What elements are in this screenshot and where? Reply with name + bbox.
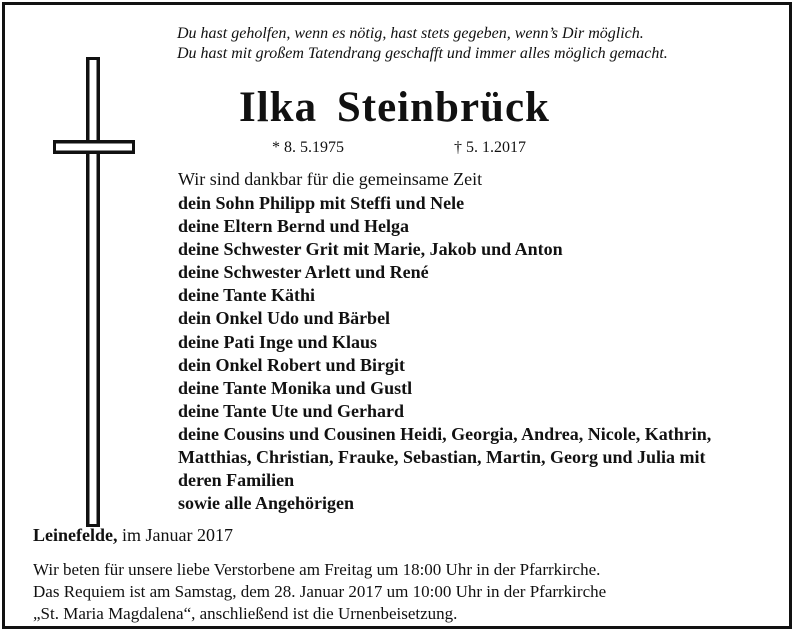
mourner-line: deine Tante Ute und Gerhard [178, 400, 405, 421]
mourner-line: dein Onkel Robert und Birgit [178, 354, 406, 375]
mourner-line: Matthias, Christian, Frauke, Sebastian, Martin, Georg und Julia mit [178, 447, 706, 468]
mourner-line: deine Pati Inge und Klaus [178, 331, 378, 352]
mourner-line: deren Familien [178, 470, 295, 491]
mourner-line: deine Schwester Grit mit Marie, Jakob und Anton [178, 239, 563, 260]
place-date [33, 525, 233, 546]
cross-icon [53, 57, 143, 527]
mourner-line: dein Onkel Udo und Bärbel [178, 308, 391, 329]
mourner-line: sowie alle Angehörigen [178, 493, 354, 514]
birth-date: * 8. 5.1975 [272, 139, 344, 156]
service-line-2: Das Requiem ist am Samstag, dem 28. Januar 2017 um 10:00 Uhr in der Pfarrkirche [33, 582, 607, 601]
mourners-list [178, 192, 711, 515]
motto-line-2: Du hast mit großem Tatendrang geschafft und immer alles möglich gemacht. [177, 45, 668, 62]
deceased-name: Ilka Steinbrück [239, 84, 550, 131]
mourner-line: deine Schwester Arlett und René [178, 262, 429, 283]
mourner-line: deine Tante Käthi [178, 285, 316, 306]
mourner-line: deine Cousins und Cousinen Heidi, Georgia, Andrea, Nicole, Kathrin, [178, 423, 712, 444]
service-info [33, 559, 606, 625]
death-date: † 5. 1.2017 [454, 139, 526, 156]
mourner-line: dein Sohn Philipp mit Steffi und Nele [178, 193, 465, 213]
obituary-frame [2, 2, 792, 629]
place-city: Leinefelde, [33, 525, 118, 545]
service-line-1: Wir beten für unsere liebe Verstorbene am Freitag um 18:00 Uhr in der Pfarrkirche. [33, 560, 601, 579]
motto [177, 24, 668, 64]
mourner-line: deine Tante Monika und Gustl [178, 377, 413, 398]
service-line-3: „St. Maria Magdalena“, anschließend ist die Urnenbeisetzung. [33, 604, 458, 623]
motto-line-1: Du hast geholfen, wenn es nötig, hast stets gegeben, wenn’s Dir möglich. [177, 25, 644, 42]
mourner-line: deine Eltern Bernd und Helga [178, 216, 410, 237]
intro-text: Wir sind dankbar für die gemeinsame Zeit [178, 169, 483, 189]
place-month: im Januar 2017 [117, 525, 233, 545]
